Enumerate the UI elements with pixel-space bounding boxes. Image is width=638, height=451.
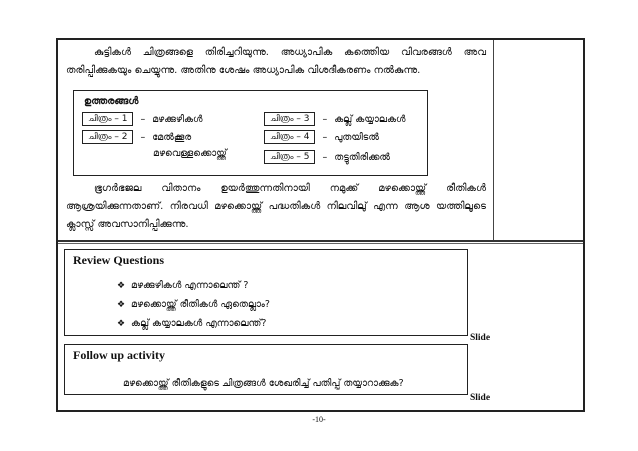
closing-paragraph: ഭൂഗർഭജല വിതാനം ഉയർത്തുന്നതിനായി നമുക്ക് മഴക്കൊയ്ത്ത് രീതികൾ ആശ്രയിക്കുന്നതാണ്. നിരവധി മഴക്കൊയ്ത്ത് പദ്ധതികൾ നിലവിലു് എന്ന ആശ യത്തിലൂടെ ക്ലാസ്സ് അവസാനിപ്പിക്കുന്നു.	[66, 183, 486, 230]
figure-label: ചിത്രം – 4	[264, 130, 315, 144]
follow-up-text: മഴക്കൊയ്ത്ത് രീതികളുടെ ചിത്രങ്ങൾ ശേഖരിച്ച് പതിപ്പ് തയ്യാറാക്കുക?	[123, 378, 404, 389]
slide-label: Slide	[470, 393, 491, 403]
review-question	[117, 280, 248, 291]
answer-text: മഴക്കുഴികൾ	[152, 113, 203, 125]
dash: –	[322, 131, 328, 143]
answer-item-4	[264, 130, 379, 144]
dash: –	[322, 151, 328, 163]
answer-item-2	[82, 130, 191, 144]
review-question	[117, 299, 270, 310]
answer-text: മേൽക്കൂര	[152, 131, 192, 143]
answers-box	[73, 90, 428, 176]
answer-text: തട്ടുതിരിക്കൽ	[334, 151, 391, 163]
dash: –	[140, 113, 146, 125]
review-title: Review Questions	[73, 253, 164, 267]
review-questions-box	[64, 249, 468, 336]
figure-label: ചിത്രം – 1	[82, 112, 133, 126]
answer-text: പുതയിടൽ	[334, 131, 379, 143]
lesson-table	[56, 38, 585, 412]
review-question	[117, 318, 266, 329]
figure-label: ചിത്രം – 2	[82, 130, 133, 144]
question-text: കല്ല് കയ്യാലകൾ എന്നാലെന്ത്?	[131, 318, 267, 329]
section-divider	[58, 240, 583, 242]
column-divider	[493, 40, 494, 240]
intro-paragraph: കുട്ടികൾ ചിത്രങ്ങളെ തിരിച്ചറിയുന്നു. അധ്യാപിക കത്തെിയ വിവരങ്ങൾ അവ തരിപ്പിക്കുകയും ചെയ്യുന്നു. അതിനു ശേഷം അധ്യാപിക വിശദീകരണം നൽകുന്നു.	[66, 47, 486, 76]
section-divider-thin	[58, 243, 583, 244]
slide-label: Slide	[470, 333, 491, 343]
answer-item-3	[264, 112, 406, 126]
figure-label: ചിത്രം – 5	[264, 150, 315, 164]
follow-up-title: Follow up activity	[73, 348, 165, 362]
answer-item-2-line2	[153, 148, 227, 159]
diamond-bullet-icon: ❖	[117, 318, 126, 329]
dash: –	[322, 113, 328, 125]
diamond-bullet-icon: ❖	[117, 280, 126, 291]
follow-up-box	[64, 344, 468, 395]
question-text: മഴക്കുഴികൾ എന്നാലെന്ത് ?	[131, 280, 249, 291]
answers-title: ഉത്തരങ്ങൾ	[84, 96, 139, 107]
dash: –	[140, 131, 146, 143]
answer-text: കല്ല് കയ്യാലകൾ	[334, 113, 406, 125]
figure-label: ചിത്രം – 3	[264, 112, 315, 126]
question-text: മഴക്കൊയ്ത്ത് രീതികൾ ഏതെല്ലാം?	[131, 299, 270, 310]
diamond-bullet-icon: ❖	[117, 299, 126, 310]
answer-item-5	[264, 150, 390, 164]
answer-item-1	[82, 112, 203, 126]
page-number: -10-	[312, 415, 326, 424]
answer-text: മഴവെള്ളക്കൊയ്ത്ത്	[153, 148, 227, 159]
